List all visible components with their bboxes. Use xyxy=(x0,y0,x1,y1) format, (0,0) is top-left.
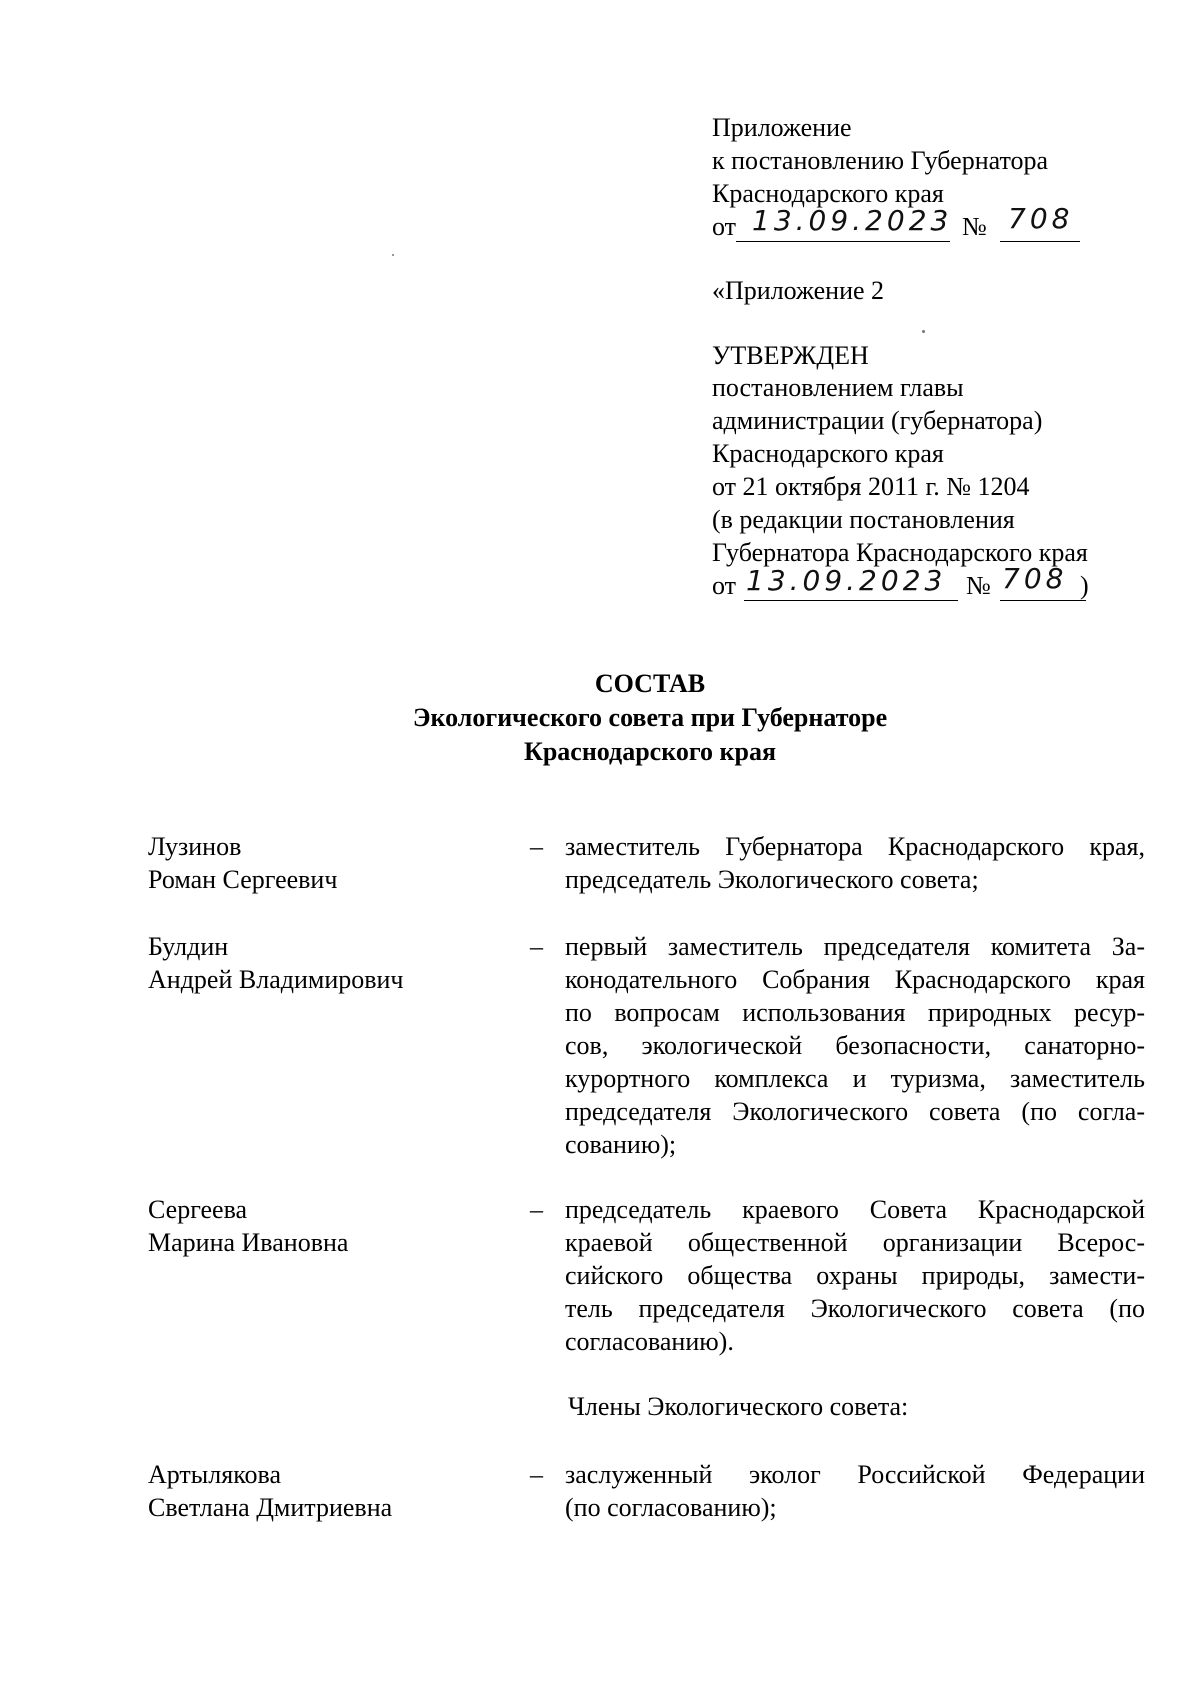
description-line: краевой общественной организации Всерос- xyxy=(565,1228,1145,1257)
description-line: курортного комплекса и туризма, заместитель xyxy=(565,1064,1145,1093)
close-paren: ) xyxy=(1080,571,1089,600)
dash-separator: – xyxy=(530,832,543,861)
member-description xyxy=(565,1193,1145,1358)
approval-date-prefix: от xyxy=(712,571,737,600)
handwritten-date: 13.09.2023 xyxy=(752,204,953,237)
document-title: СОСТАВ xyxy=(594,669,706,698)
description-line: сийского общества охраны природы, замести- xyxy=(565,1261,1145,1290)
approval-handwritten-number: 708 xyxy=(1002,562,1068,595)
members-heading: Члены Экологического совета: xyxy=(568,1392,909,1421)
region-label: Краснодарского края xyxy=(712,179,944,208)
date-underline xyxy=(736,241,950,242)
description-line: заместитель Губернатора Краснодарского края, xyxy=(565,832,1145,861)
dash-separator: – xyxy=(530,1460,543,1489)
description-line: сов, экологической безопасности, санаторно- xyxy=(565,1031,1145,1060)
member-surname: Артылякова xyxy=(148,1460,281,1489)
member-given-names: Роман Сергеевич xyxy=(148,865,338,894)
document-subtitle: Экологического совета при Губернаторе xyxy=(412,703,888,732)
dash-separator: – xyxy=(530,1195,543,1224)
scan-speck xyxy=(922,330,925,333)
member-given-names: Андрей Владимирович xyxy=(148,965,404,994)
number-prefix: № xyxy=(962,212,987,241)
member-surname: Сергеева xyxy=(148,1195,248,1224)
document-subtitle-region: Краснодарского края xyxy=(523,737,777,766)
approval-line: администрации (губернатора) xyxy=(712,406,1043,435)
resolution-label: к постановлению Губернатора xyxy=(712,146,1049,175)
approval-date-underline xyxy=(744,600,958,601)
member-surname: Булдин xyxy=(148,932,229,961)
handwritten-number: 708 xyxy=(1008,202,1074,235)
approval-handwritten-date: 13.09.2023 xyxy=(746,564,947,597)
number-underline xyxy=(1000,241,1080,242)
description-line: председатель Экологического совета; xyxy=(565,865,979,894)
member-description xyxy=(565,930,1145,1161)
member-surname: Лузинов xyxy=(148,832,242,861)
description-line: заслуженный эколог Российской Федерации xyxy=(565,1460,1145,1489)
approval-number-prefix: № xyxy=(966,571,991,600)
description-line: конодательного Собрания Краснодарского края xyxy=(565,965,1145,994)
scan-speck xyxy=(392,254,394,256)
approval-line: Краснодарского края xyxy=(712,439,944,468)
description-line: председателя Экологического совета (по согла- xyxy=(565,1097,1145,1126)
description-line: первый заместитель председателя комитета За- xyxy=(565,932,1145,961)
approval-line: (в редакции постановления xyxy=(712,505,1015,534)
approval-line: от 21 октября 2011 г. № 1204 xyxy=(712,472,1030,501)
dash-separator: – xyxy=(530,932,543,961)
appendix-2-label: «Приложение 2 xyxy=(712,276,885,305)
approval-line: постановлением главы xyxy=(712,373,964,402)
member-given-names: Светлана Дмитриевна xyxy=(148,1493,393,1522)
approved-label: УТВЕРЖДЕН xyxy=(712,341,869,370)
approval-number-underline xyxy=(1000,600,1086,601)
member-description xyxy=(565,830,1145,896)
description-line: согласованию). xyxy=(565,1327,734,1356)
description-line: председатель краевого Совета Краснодарской xyxy=(565,1195,1145,1224)
approval-line: Губернатора Краснодарского края xyxy=(712,538,1088,567)
date-prefix: от xyxy=(712,212,737,241)
member-given-names: Марина Ивановна xyxy=(148,1228,349,1257)
description-line: по вопросам использования природных ресур- xyxy=(565,998,1145,1027)
appendix-label: Приложение xyxy=(712,113,852,142)
description-line: сованию); xyxy=(565,1130,677,1159)
description-line: тель председателя Экологического совета (по xyxy=(565,1294,1145,1323)
member-description xyxy=(565,1458,1145,1524)
description-line: (по согласованию); xyxy=(565,1493,777,1522)
